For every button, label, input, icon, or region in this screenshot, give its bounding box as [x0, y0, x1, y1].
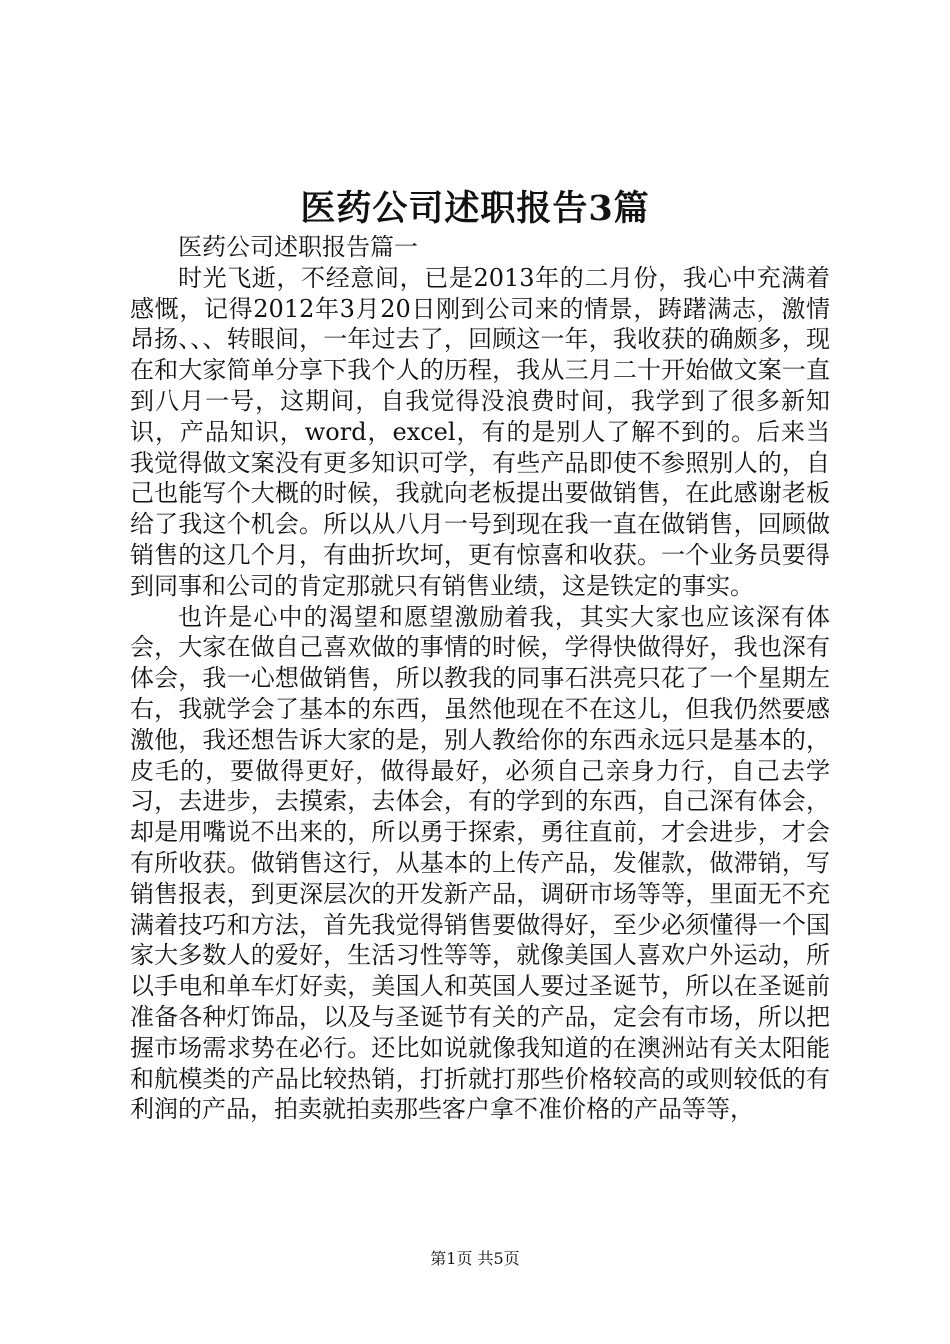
body-paragraph-1: 时光飞逝，不经意间，已是2013年的二月份，我心中充满着感慨，记得2012年3月20日刚到公司来的情景，踌躇满志，激情昂扬、、、转眼间，一年过去了，回顾这一年，我收获的确颇多，现在和大家简单分享下我个人的历程，我从三月二十开始做文案一直到八月一号，这期间，自我觉得没浪费时间，我学到了很多新知识，产品知识，word，excel，有的是别人了解不到的。后来当我觉得做文案没有更多知识可学，有些产品即使不参照别人的，自己也能写个大概的时候，我就向老板提出要做销售，在此感谢老板给了我这个机会。所以从八月一号到现在我一直在做销售，回顾做销售的这几个月，有曲折坎坷，更有惊喜和收获。一个业务员要得到同事和公司的肯定那就只有销售业绩，这是铁定的事实。 — [130, 263, 830, 600]
body-paragraph-2: 也许是心中的渴望和愿望激励着我，其实大家也应该深有体会，大家在做自己喜欢做的事情的时候，学得快做得好，我也深有体会，我一心想做销售，所以教我的同事石洪亮只花了一个星期左右，我就学会了基本的东西，虽然他现在不在这儿，但我仍然要感激他，我还想告诉大家的是，别人教给你的东西永远只是基本的，皮毛的，要做得更好，做得最好，必须自己亲身力行，自己去学习，去进步，去摸索，去体会，有的学到的东西，自己深有体会，却是用嘴说不出来的，所以勇于探索，勇往直前，才会进步，才会有所收获。做销售这行，从基本的上传产品，发催款，做滞销，写销售报表，到更深层次的开发新产品，调研市场等等，里面无不充满着技巧和方法，首先我觉得销售要做得好，至少必须懂得一个国家大多数人的爱好，生活习性等等，就像美国人喜欢户外运动，所以手电和单车灯好卖，美国人和英国人要过圣诞节，所以在圣诞前准备各种灯饰品，以及与圣诞节有关的产品，定会有市场，所以把握市场需求势在必行。还比如说就像我知道的在澳洲站有关太阳能和航模类的产品比较热销，打折就打那些价格较高的或则较低的有利润的产品，拍卖就拍卖那些客户拿不准价格的产品等等， — [130, 602, 830, 1124]
document-body — [130, 232, 830, 1125]
section-heading: 医药公司述职报告篇一 — [178, 233, 418, 261]
page-footer: 第1页 共5页 — [430, 1249, 520, 1268]
document-title: 医药公司述职报告3篇 — [300, 188, 650, 229]
